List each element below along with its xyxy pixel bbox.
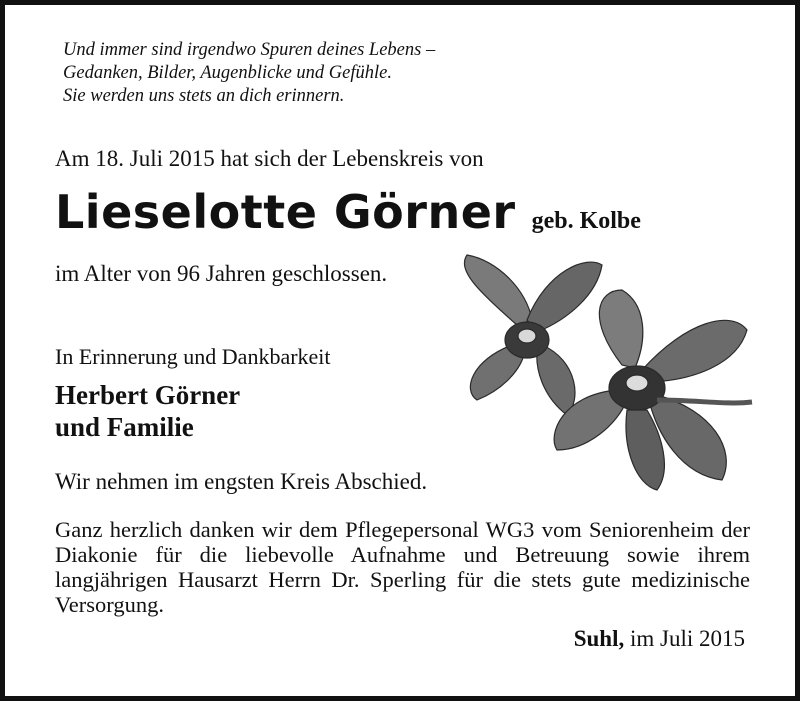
deceased-name: Lieselotte Görner	[55, 185, 516, 239]
age-text: im Alter von 96 Jahren geschlossen.	[55, 261, 388, 286]
poem-line-3: Sie werden uns stets an dich erinnern.	[63, 86, 345, 106]
signature-place: Suhl,	[573, 626, 625, 651]
poem-line-1: Und immer sind irgendwo Spuren deines Lebens –	[63, 40, 436, 60]
poem-line-2: Gedanken, Bilder, Augenblicke und Gefühle.	[63, 63, 392, 83]
mourners	[55, 379, 240, 443]
farewell-text: Wir nehmen im engsten Kreis Abschied.	[55, 469, 428, 494]
signature-date: im Juli 2015	[629, 626, 745, 651]
poem	[63, 39, 435, 108]
orchid-image	[457, 250, 757, 498]
intro-text: Am 18. Juli 2015 hat sich der Lebenskreis von	[55, 146, 484, 171]
memory-line: In Erinnerung und Dankbarkeit	[55, 344, 331, 369]
birth-name: geb. Kolbe	[531, 208, 641, 234]
mourner-name: Herbert Görner	[55, 380, 241, 410]
thanks-paragraph: Ganz herzlich danken wir dem Pflegepersonal WG3 vom Seniorenheim der Diakonie für die liebevolle Aufnahme und Betreuung sowie ihrem langjährigen Hausarzt Herrn Dr. Sperling für die stets gute medizinische Versorgung.	[55, 517, 750, 617]
mourner-family: und Familie	[55, 412, 194, 442]
signature	[574, 626, 745, 652]
deceased-name-line	[55, 185, 641, 239]
